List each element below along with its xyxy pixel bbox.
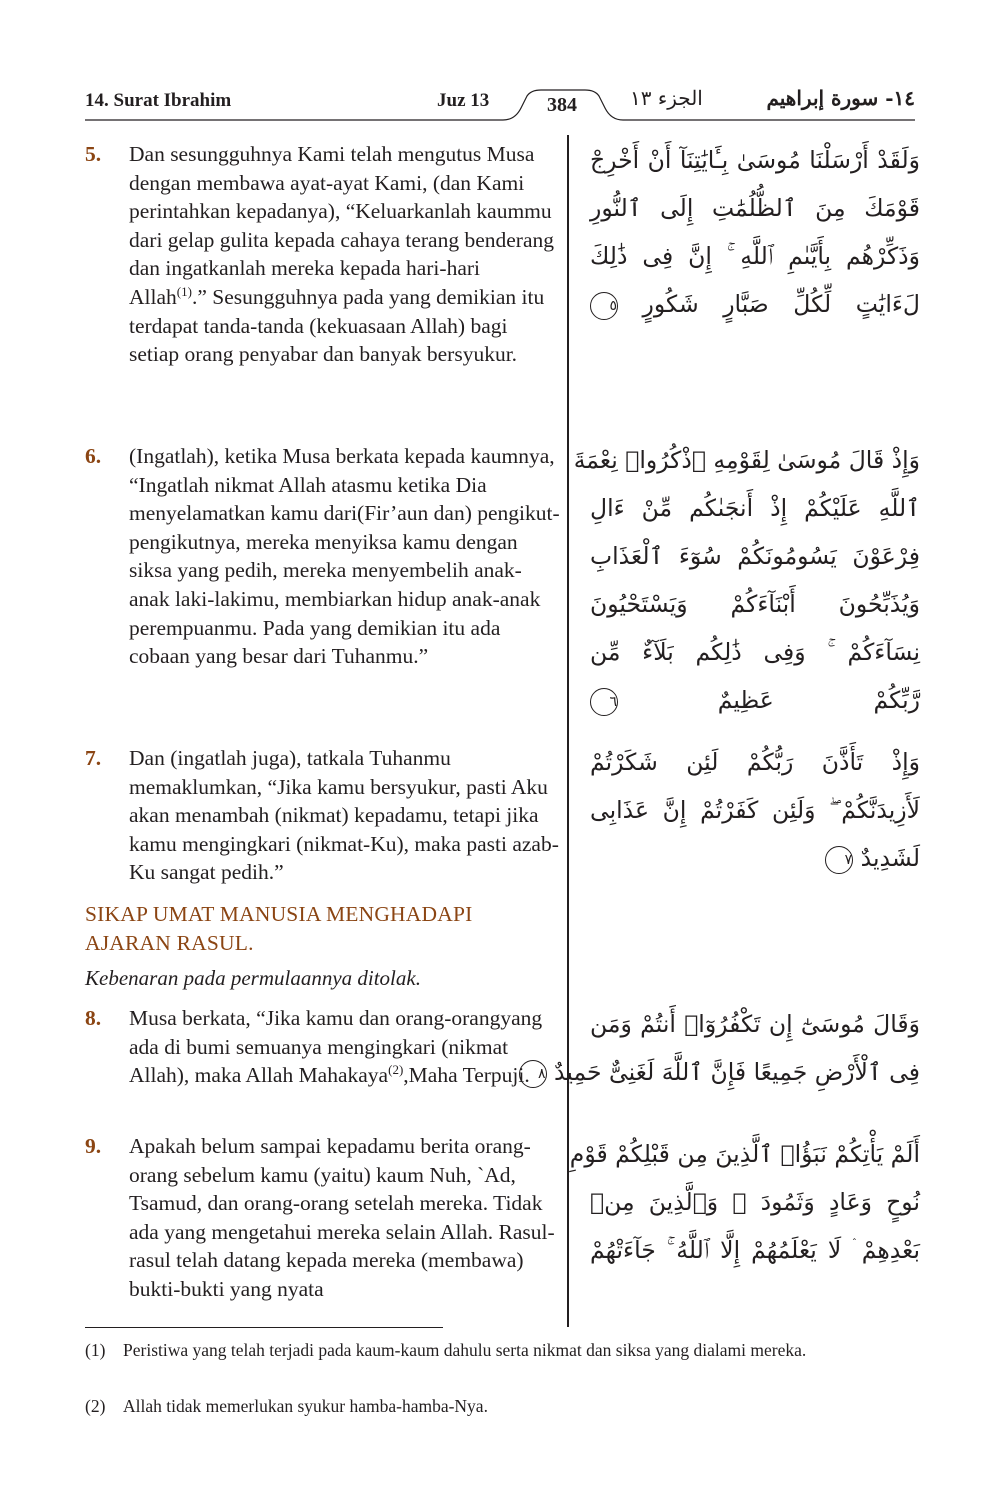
ayah-end-marker: ٥ <box>590 292 618 320</box>
ayah-end-marker: ٦ <box>590 688 618 716</box>
translation-verse-8 <box>85 1004 560 1090</box>
arabic-verse-5: وَلَقَدْ أَرْسَلْنَا مُوسَىٰ بِـَٔايَٰتِنَآ أَنْ أَخْرِجْ قَوْمَكَ مِنَ ٱلظُّلُمَٰتِ إِلَى ٱلنُّورِ وَذَكِّرْهُم بِأَيَّىٰمِ ٱللَّهِ ۚ إِنَّ فِى ذَٰلِكَ لَءَايَٰتٍ لِّكُلِّ صَبَّارٍ شَكُورٍ ٥ <box>590 146 920 318</box>
surah-name-arabic: ١٤- سورة إبراهيم <box>766 86 915 110</box>
footnote-ref-1[interactable]: (1) <box>176 283 192 299</box>
juz-label-latin: Juz 13 <box>437 90 490 111</box>
verse-number: 7. <box>85 746 102 770</box>
footnote-text: Allah tidak memerlukan syukur hamba-hamba-Nya. <box>123 1396 488 1416</box>
arabic-verse-8: وَقَالَ مُوسَىٰٓ إِن تَكْفُرُوٓا۟ أَنتُمْ وَمَن فِى ٱلْأَرْضِ جَمِيعًا فَإِنَّ ٱللَّهَ لَغَنِىٌّ حَمِيدٌ ٨ <box>590 1000 920 1096</box>
footnote-1 <box>85 1338 917 1363</box>
verse-number: 6. <box>85 444 102 468</box>
ayah-end-marker: ٨ <box>519 1060 547 1088</box>
translation-verse-5 <box>85 140 560 369</box>
page-header <box>85 84 915 124</box>
arabic-verse-7: وَإِذْ تَأَذَّنَ رَبُّكُمْ لَئِن شَكَرْتُمْ لَأَزِيدَنَّكُمْ ۖ وَلَئِن كَفَرْتُمْ إِنَّ عَذَابِى لَشَدِيدٌ ٧ <box>590 748 920 872</box>
verse-text: Dan sesungguhnya Kami telah mengutus Musa dengan membawa ayat-ayat Kami, (dan Kami perintahkan kepadanya), “Keluarkanlah kaummu dari gelap gulita kepada cahaya terang benderang dan ingatkanlah mereka kepada hari-hari Allah$^{(1)}$.” Sesungguhnya pada yang demikian itu terdapat tanda-tanda (kekuasaan Allah) bagi setiap orang penyabar dan banyak bersyukur. <box>129 142 555 367</box>
arabic-verse-9: أَلَمْ يَأْتِكُمْ نَبَؤُا۟ ٱلَّذِينَ مِن قَبْلِكُمْ قَوْمِ نُوحٍ وَعَادٍ وَثَمُودَ ۛ وَٱلَّذِينَ مِنۢ بَعْدِهِمْ ۛ لَا يَعْلَمُهُمْ إِلَّا ٱللَّهُ ۚ جَآءَتْهُمْ <box>569 1140 920 1264</box>
surah-name-latin: 14. Surat Ibrahim <box>85 90 232 111</box>
footnote-2 <box>85 1394 917 1419</box>
verse-text: Dan (ingatlah juga), tatkala Tuhanmu memaklumkan, “Jika kamu bersyukur, pasti Aku akan menambah (nikmat) kepadamu, tetapi jika kamu mengingkari (nikmat-Ku), maka pasti azab-Ku sangat pedih.” <box>129 746 559 885</box>
section-heading: SIKAP UMAT MANUSIA MENGHADAPI AJARAN RASUL. <box>85 902 473 955</box>
page-number: 384 <box>547 94 577 116</box>
translation-verse-6 <box>85 442 560 671</box>
arabic-verse-6: وَإِذْ قَالَ مُوسَىٰ لِقَوْمِهِ ٱذْكُرُوا۟ نِعْمَةَ ٱللَّهِ عَلَيْكُمْ إِذْ أَنجَىٰكُم مِّنْ ءَالِ فِرْعَوْنَ يَسُومُونَكُمْ سُوٓءَ ٱلْعَذَابِ وَيُذَبِّحُونَ أَبْنَآءَكُمْ وَيَسْتَحْيُونَ نِسَآءَكُمْ ۚ وَفِى ذَٰلِكُم بَلَآءٌ مِّن رَّبِّكُمْ عَظِيمٌ ٦ <box>573 446 920 714</box>
footnote-ref-2[interactable]: (2) <box>388 1062 404 1078</box>
translation-verse-7 <box>85 744 560 887</box>
verse-number: 8. <box>85 1006 102 1030</box>
footnote-number: (1) <box>85 1340 106 1360</box>
verse-text: (Ingatlah), ketika Musa berkata kepada kaumnya, “Ingatlah nikmat Allah atasmu ketika Dia menyelamatkan kamu dari(Fir’aun dan) pengikut-pengikutnya, mereka menyiksa kamu dengan siksa yang pedih, mereka menyembelih anak-anak laki-lakimu, membiarkan hidup anak-anak perempuanmu. Pada yang demikian itu ada cobaan yang besar dari Tuhanmu.” <box>129 444 560 669</box>
section-subheading: Kebenaran pada permulaannya ditolak. <box>85 966 421 990</box>
footnote-separator <box>85 1327 443 1328</box>
juz-label-arabic: الجزء ١٣ <box>630 86 703 110</box>
verse-number: 5. <box>85 142 102 166</box>
column-divider <box>567 135 569 1327</box>
verse-text: Apakah belum sampai kepadamu berita orang-orang sebelum kamu (yaitu) kaum Nuh, `Ad, Tsamud, dan orang-orang setelah mereka. Tidak ada yang mengetahui mereka selain Allah. Rasul-rasul telah datang kepada mereka (membawa) bukti-bukti yang nyata <box>129 1134 555 1301</box>
verse-number: 9. <box>85 1134 102 1158</box>
translation-verse-9 <box>85 1132 560 1304</box>
ayah-end-marker: ٧ <box>825 846 853 874</box>
verse-text: Musa berkata, “Jika kamu dan orang-orangyang ada di bumi semuanya mengingkari (nikmat Allah), maka Allah Mahakaya$^{(2)}$,Maha Terpuji. <box>129 1006 543 1088</box>
footnote-text: Peristiwa yang telah terjadi pada kaum-kaum dahulu serta nikmat dan siksa yang dialami mereka. <box>123 1340 807 1360</box>
footnote-number: (2) <box>85 1396 106 1416</box>
